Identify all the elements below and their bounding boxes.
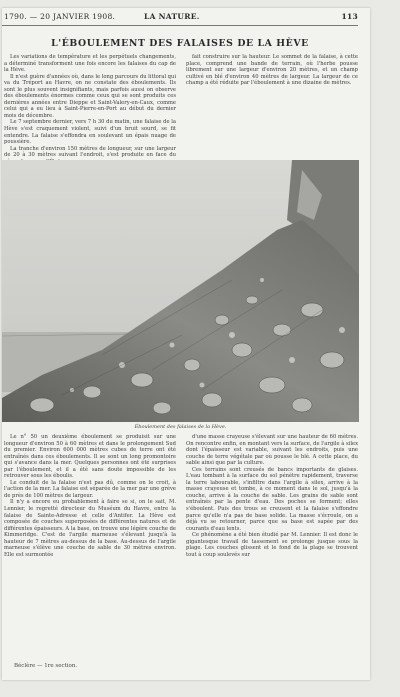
right-column-bottom bbox=[186, 434, 358, 674]
paragraph: Le n° 50 un deuxième éboulement se produisit sur une longueur d'environ 50 à 60 mètres et dans le prolongement Sud du premier. Environ 600 000 mètres cubes de terre ont été entraînés dans ces éboulements. Il se sont un long promontoire qui s'avance dans la mer. Quelques personnes ont été surprises par l'éboulement, et il a été sans doute impossible de les retrouver sous les éboulis. bbox=[4, 434, 176, 480]
engraving-illustration bbox=[2, 160, 359, 422]
journal-name: LA NATURE. bbox=[144, 12, 200, 21]
cliff-landslide-engraving bbox=[2, 160, 359, 422]
paragraph: La tranche d'environ 150 mètres de longueur, sur une largeur de 20 à 30 mètres suivant l'endroit, s'est produite en face du bbox=[4, 145, 176, 159]
header-rule bbox=[2, 25, 358, 26]
footer-signature: Béclère — 1re section. bbox=[14, 663, 78, 669]
paragraph: Ces terrains sont creusés de bancs importants de glaises. L'eau tombant à la surface du sol pénètre rapidement, traverse la terre labourable, s'infiltre dans l'argile à silex, arrive à la masse crayeuse et tombe, à ce moment dans le sol, jusqu'à la couche, arrive à la couche de sable. Les grains de sable sont entraînés par la pente d'eau. Des poches se forment; elles s'éboulent. Puis des trous se creusent et la falaise s'effondre parce qu'elle n'a pas de base solide. La masse s'écroule, on a déjà vu se retourner, parce que sa base est sapée par des courants d'eau lents. bbox=[186, 466, 358, 532]
paragraph: Les variations de température et les perpétuels changements, a déterminé transforment une fois encore les falaises du cap de la Hève. bbox=[4, 54, 176, 74]
figure-caption: Éboulement des falaises de la Hève. bbox=[134, 424, 227, 430]
running-header bbox=[4, 12, 358, 24]
paragraph: Il n'y a encore eu probablement à faire se si, on le sait, M. Lennier, le regretté directeur du Muséum du Havre, entre la falaise de Sainte-Adresse et celle d'Antifer. La Hève est composée de couches superposées de différentes natures et de différentes épaisseurs. A la base, on trouve une légère couche de Kimmeridge. C'est de l'argile marneuse s'élevant jusqu'à la hauteur de 7 mètres au-dessus de la base. Au-dessus de l'argile marneuse s'élève une couche de sable de 30 mètres environ. Elle est surmontée bbox=[4, 499, 176, 558]
paragraph: Il n'est guère d'années où, dans le long parcours du littoral qui va du Tréport au Havre, on ne constate des éboulements. Ils sont le plus souvent insignifiants, mais parfois aussi on observe des éboulements énormes comme ceux qui se sont produits ces dernières années entre Dieppe et Saint-Valery-en-Caux, comme celui qui a eu lieu à Saint-Pierre-en-Port au début du dernier mois de décembre. bbox=[4, 73, 176, 119]
page-number: 113 bbox=[341, 12, 358, 21]
right-column-top bbox=[186, 54, 358, 156]
paragraph: Le conduit de la falaise n'est pas dû, comme on le croit, à l'action de la mer. La falaise est séparée de la mer par une grève de près de 100 mètres de largeur. bbox=[4, 479, 176, 499]
issue-date: 1790. — 20 JANVIER 1908. bbox=[4, 12, 116, 21]
paragraph: Le 7 septembre dernier, vers 7 h 30 du matin, une falaise de la Hève s'est craquement violent, suivi d'un bruit sourd, se fit entendre. La falaise s'effondra en soulevant un épais nuage de poussière. bbox=[4, 119, 176, 146]
paragraph: fait construire sur la hauteur. Le sommet de la falaise, à cette place, comprend une bande de terrain, où l'herbe pousse librement sur une largeur d'environ 20 mètres, et un champ cultivé en blé d'environ 40 mètres de largeur. La largeur de ce champ a été réduite par l'éboulement à une dizaine de mètres. bbox=[186, 54, 358, 87]
paragraph: Ce phénomène a été bien étudié par M. Lennier. Il est donc le gigantesque travail de tassement se prolonge jusque sous la plage. Les couches glissent et le fond de la plage se trouvent tout à coup soulevés sur bbox=[186, 532, 358, 558]
journal-page bbox=[2, 8, 370, 680]
article-title: L'ÉBOULEMENT DES FALAISES DE LA HÈVE bbox=[51, 38, 309, 49]
left-column-bottom bbox=[4, 434, 176, 660]
left-column-top bbox=[4, 54, 176, 160]
paragraph: d'une masse crayeuse s'élevant sur une hauteur de 60 mètres. On rencontre enfin, en montant vers la surface, de l'argile à silex dont l'épaisseur est variable, suivant les endroits, puis une couche de terre végétale par où pousse le blé. A cette place, du sable ainsi que par la culture. bbox=[186, 434, 358, 467]
